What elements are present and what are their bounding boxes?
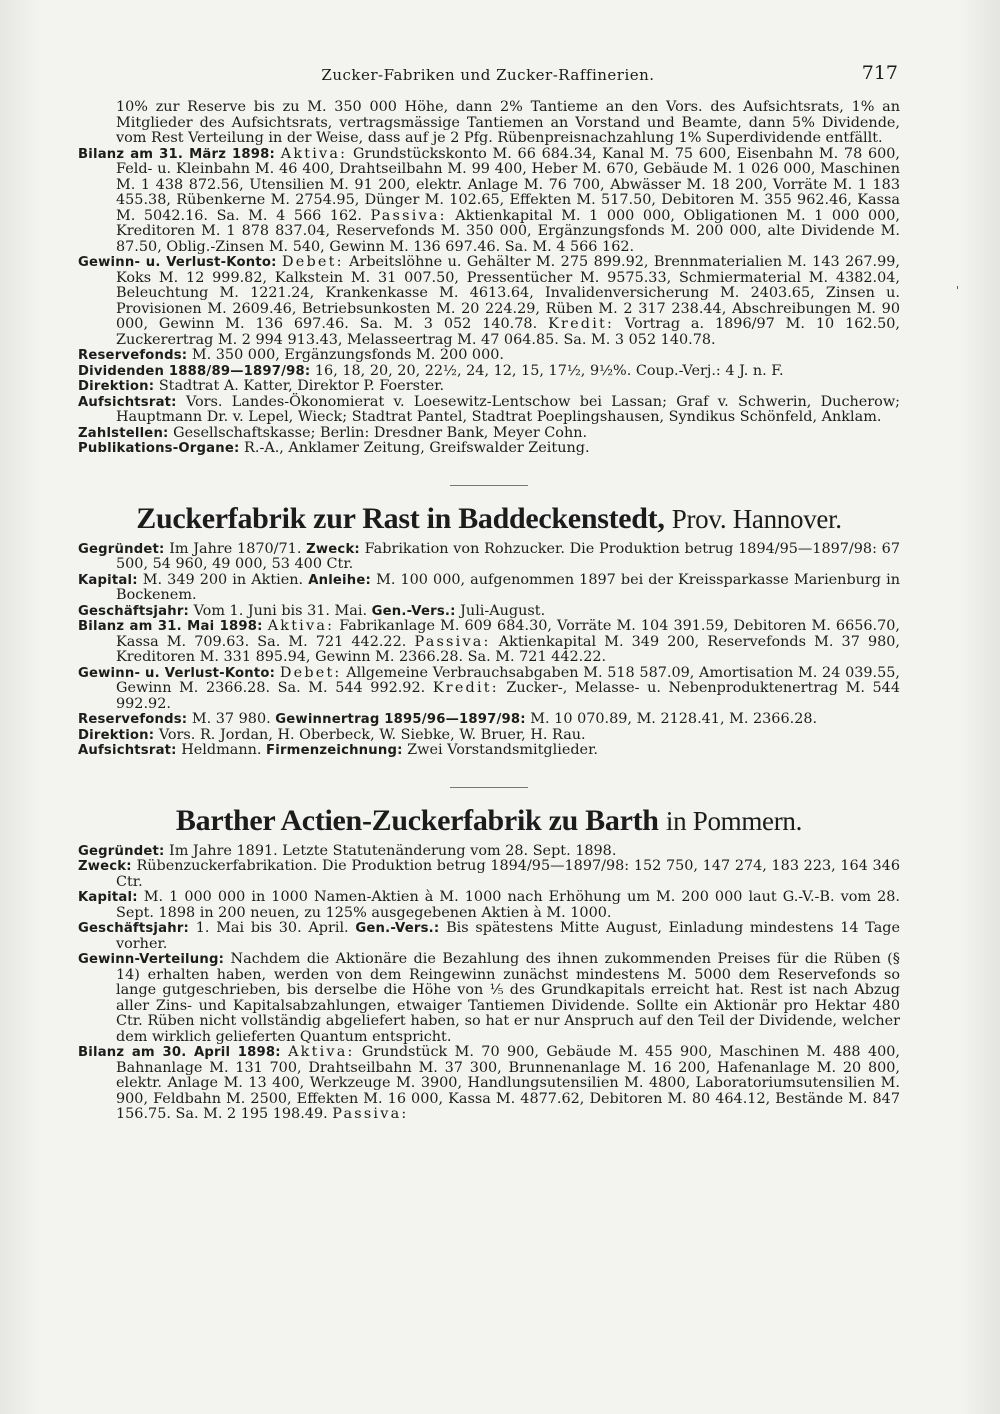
- reserve-fund: [78, 348, 900, 364]
- general-meeting-label: Gen.-Vers.:: [355, 921, 440, 936]
- fiscal-year-text: Vom 1. Juni bis 31. Mai.: [193, 602, 368, 619]
- signature-rule-label: Firmenzeichnung:: [266, 743, 403, 758]
- balance-sheet-label: Bilanz am 31. Mai 1898:: [78, 619, 263, 634]
- supervisory-board-label: Aufsichtsrat:: [78, 743, 177, 758]
- founded-text: Im Jahre 1870/71.: [169, 540, 302, 557]
- liabilities-label: Passiva:: [414, 633, 491, 650]
- credit-label: Kredit:: [432, 680, 499, 696]
- page-header: [78, 62, 898, 92]
- debit-text: Allgemeine Verbrauchsabgaben M. 518 587.09, Amortisation M. 24 039.55, Gewinn M. 2366.28. Sa. M. 544 992.92.: [116, 664, 901, 696]
- liabilities-text: Aktienkapital M. 349 200, Reservefonds M. 37 980, Kreditoren M. 331 895.94, Gewinn M. 2366.28. Sa. M. 721 442.22.: [116, 633, 901, 665]
- company-location: in Pommern.: [665, 805, 803, 836]
- debit-label: Debet:: [282, 254, 344, 270]
- company-title: [78, 804, 900, 838]
- section-anklam-continuation: [78, 100, 900, 457]
- profit-history-text: M. 10 070.89, M. 2128.41, M. 2366.28.: [530, 711, 818, 727]
- loan-label: Anleihe:: [308, 572, 371, 588]
- capital: [78, 890, 900, 921]
- assets-text: Grundstück M. 70 900, Gebäude M. 455 900, Maschinen M. 488 400, Bahnanlage M. 131 700, Drahtseilbahn M. 37 300, Brunnenanlage M. 16 200, Hafenanlage M. 20 800, elektr. Anlage M. 13 400, Werkzeuge M. 3900, Handlungsutensilien M. 4800, Laboratoriumsutensilien M. 900, Feldbahn M. 2500, Effekten M. 16 000, Kassa M. 4877.62, Debitoren M. 80 464.12, Bestände M. 847 156.75. Sa. M. 2 195 198.49.: [116, 1044, 900, 1122]
- company-location: Prov. Hannover.: [671, 503, 842, 534]
- capital-label: Kapital:: [78, 572, 138, 588]
- reserve-fund-text: M. 350 000, Ergänzungsfonds M. 200 000.: [191, 347, 504, 363]
- reserve-fund-label: Reservefonds:: [78, 348, 188, 363]
- profit-distribution: [78, 952, 900, 1045]
- paying-agents-label: Zahlstellen:: [78, 425, 169, 441]
- assets-label: Aktiva:: [267, 618, 335, 634]
- profit-loss-account: [78, 255, 900, 348]
- liabilities-label: Passiva:: [332, 1106, 409, 1122]
- management-text: Stadtrat A. Katter, Direktor P. Foerster.: [158, 378, 445, 394]
- debit-label: Debet:: [279, 664, 342, 681]
- reserve-fund-text: M. 37 980.: [191, 711, 271, 727]
- assets-text: Grundstückskonto M. 66 684.34, Kanal M. 75 600, Eisenbahn M. 78 600, Feld- u. Kleinbahn M. 46 400, Drahtseilbahn M. 99 400, Heber M. 670, Gebäude M. 1 026 000, Maschinen M. 1 438 872.56, Utensilien M. 91 200, elektr. Anlage M. 76 700, Abwässer M. 18 200, Vorräte M. 1 183 455.38, Rübenkerne M. 2754.95, Dünger M. 102.65, Effekten M. 517.50, Debitoren M. 355 962.46, Kassa M. 5042.16. Sa. M. 4 566 162.: [116, 145, 901, 224]
- supervisory-board: [78, 395, 900, 426]
- fiscal-year-label: Geschäftsjahr:: [78, 603, 189, 619]
- section-baddeckenstedt: [78, 502, 900, 759]
- profit-loss-label: Gewinn- u. Verlust-Konto:: [78, 255, 277, 270]
- fiscal-year-label: Geschäftsjahr:: [78, 921, 189, 936]
- supervisory-board-label: Aufsichtsrat:: [78, 394, 177, 410]
- capital-text: M. 1 000 000 in 1000 Namen-Aktien à M. 1000 nach Erhöhung um M. 200 000 laut G.-V.-B. vom 28. Sept. 1898 in 200 neuen, zu 125% ausgegebenen Aktien à M. 1000.: [116, 889, 901, 921]
- management-text: Vors. R. Jordan, H. Oberbeck, W. Siebke, W. Bruer, H. Rau.: [158, 726, 586, 743]
- supervisory-board: [78, 743, 900, 759]
- paying-agents: [78, 426, 900, 442]
- fiscal-year: [78, 604, 900, 620]
- capital-loan: [78, 573, 900, 604]
- capital-label: Kapital:: [78, 890, 138, 905]
- credit-text: Vortrag a. 1896/97 M. 10 162.50, Zuckerertrag M. 2 994 913.43, Melasseertrag M. 47 064.85. Sa. M. 3 052 140.78.: [116, 316, 900, 348]
- founded-purpose: [78, 542, 900, 573]
- supervisory-board-text: Heldmann.: [181, 742, 262, 758]
- purpose: [78, 859, 900, 890]
- assets-label: Aktiva:: [288, 1044, 355, 1060]
- fiscal-year-text: 1. Mai bis 30. April.: [195, 920, 349, 936]
- purpose-text: Fabrikation von Rohzucker. Die Produktion betrug 1894/95—1897/98: 67 500, 54 960, 49 000, 53 400 Ctr.: [116, 540, 900, 572]
- general-meeting-label: Gen.-Vers.:: [371, 603, 456, 619]
- company-title: [78, 502, 900, 536]
- purpose-label: Zweck:: [78, 859, 132, 874]
- founded-label: Gegründet:: [78, 843, 165, 859]
- publication-organs-text: R.-A., Anklamer Zeitung, Greifswalder Zeitung.: [244, 440, 590, 456]
- loan-text: M. 100 000, aufgenommen 1897 bei der Kreissparkasse Marienburg in Bockenem.: [116, 571, 900, 603]
- management: [78, 728, 900, 744]
- dividends: [78, 364, 900, 380]
- dividends-text: 16, 18, 20, 20, 22½, 24, 12, 15, 17½, 9½%. Coup.-Verj.: 4 J. n. F.: [314, 362, 784, 379]
- founded: [78, 844, 900, 860]
- management-label: Direktion:: [78, 379, 155, 394]
- publication-organs-label: Publikations-Organe:: [78, 441, 240, 456]
- reserve-fund-label: Reservefonds:: [78, 712, 188, 727]
- profit-distribution-text: 10% zur Reserve bis zu M. 350 000 Höhe, dann 2% Tantieme an den Vors. des Aufsichtsrats, 1% an Mitglieder des Aufsichtsrats, vertragsmässige Tantiemen an Vorstand und Beamte, dann 5% Dividende, vom Rest Verteilung in der Weise, dass auf je 2 Pfg. Rübenpreisnachzahlung 1% Superdividende entfällt.: [116, 99, 900, 146]
- balance-sheet: [78, 619, 900, 666]
- publication-organs: [78, 441, 900, 457]
- signature-rule-text: Zwei Vorstandsmitglieder.: [407, 742, 598, 758]
- debit-text: Arbeitslöhne u. Gehälter M. 275 899.92, Brennmaterialien M. 143 267.99, Koks M. 12 999.82, Kalkstein M. 31 007.50, Pressentücher M. 9575.33, Schmiermaterial M. 4382.04, Beleuchtung M. 1221.24, Krankenkasse M. 4613.64, Invalidenversicherung M. 2403.65, Zinsen u. Provisionen M. 2609.46, Betriebsunkosten M. 20 224.29, Rüben M. 2 317 238.44, Abschreibungen M. 90 000, Gewinn M. 136 697.46. Sa. M. 3 052 140.78.: [116, 254, 901, 332]
- company-name: Barther Actien-Zuckerfabrik zu Barth: [175, 803, 659, 837]
- management: [78, 379, 900, 395]
- assets-label: Aktiva:: [280, 145, 348, 162]
- general-meeting-text: Juli-August.: [460, 602, 546, 619]
- margin-mark: ': [956, 284, 960, 297]
- balance-sheet-label: Bilanz am 30. April 1898:: [78, 1045, 281, 1060]
- general-meeting-text: Bis spätestens Mitte August, Einladung mindestens 14 Tage vorher.: [116, 920, 901, 952]
- page-number: 717: [861, 62, 898, 84]
- page-content: [78, 100, 900, 1123]
- profit-loss-account: [78, 666, 900, 713]
- credit-label: Kredit:: [548, 316, 615, 332]
- section-divider: [450, 485, 528, 486]
- paying-agents-text: Gesellschaftskasse; Berlin: Dresdner Bank, Meyer Cohn.: [173, 424, 588, 441]
- profit-distribution-text: Nachdem die Aktionäre die Bezahlung des ihnen zukommenden Preises für die Rüben (§ 14) erhalten haben, werden von dem Reingewinn zunächst mindestens M. 5000 dem Reservefonds so lange gutgeschrieben, bis derselbe die Höhe von ⅕ des Grundkapitals erreicht hat. Rest ist nach Abzug aller Zins- und Kapitalsabzahlungen, etwaiger Tantiemen Dividende. Sollte ein Aktionär pro Hektar 480 Ctr. Rüben nicht vollständig abgeliefert haben, so hat er nur Anspruch auf den Teil der Dividende, welcher dem wirklich gelieferten Quantum entspricht.: [116, 951, 900, 1045]
- balance-sheet: [78, 147, 900, 256]
- credit-text: Zucker-, Melasse- u. Nebenproduktenertrag M. 544 992.92.: [116, 680, 900, 712]
- supervisory-board-text: Vors. Landes-Ökonomierat v. Loesewitz-Lentschow bei Lassan; Graf v. Schwerin, Ducherow; Hauptmann Dr. v. Lepel, Wieck; Stadtrat Pantel, Stadtrat Poeplingshausen, Syndikus Schönfeld, Anklam.: [116, 393, 900, 425]
- company-name: Zuckerfabrik zur Rast in Baddeckenstedt,: [136, 501, 665, 535]
- management-label: Direktion:: [78, 727, 155, 743]
- profit-distribution-label: Gewinn-Verteilung:: [78, 952, 225, 967]
- balance-sheet-label: Bilanz am 31. März 1898:: [78, 146, 276, 162]
- founded-label: Gegründet:: [78, 541, 165, 557]
- section-barth: [78, 804, 900, 1123]
- reserve-fund: [78, 712, 900, 728]
- purpose-text: Rübenzuckerfabrikation. Die Produktion betrug 1894/95—1897/98: 152 750, 147 274, 183 223, 164 346 Ctr.: [116, 858, 900, 890]
- profit-history-label: Gewinnertrag 1895/96—1897/98:: [275, 712, 526, 727]
- founded-text: Im Jahre 1891. Letzte Statutenänderung vom 28. Sept. 1898.: [169, 842, 617, 859]
- purpose-label: Zweck:: [306, 541, 360, 557]
- profit-loss-label: Gewinn- u. Verlust-Konto:: [78, 665, 276, 681]
- liabilities-text: Aktienkapital M. 1 000 000, Obligationen M. 1 000 000, Kreditoren M. 1 878 837.04, Reservefonds M. 350 000, Ergänzungsfonds M. 200 000, alte Dividende M. 87.50, Oblig.-Zinsen M. 540, Gewinn M. 136 697.46. Sa. M. 4 566 162.: [116, 207, 900, 255]
- running-head: Zucker-Fabriken und Zucker-Raffinerien.: [321, 66, 655, 84]
- capital-text: M. 349 200 in Aktien.: [142, 571, 304, 588]
- section-divider: [450, 787, 528, 788]
- liabilities-label: Passiva:: [370, 207, 447, 224]
- assets-text: Fabrikanlage M. 609 684.30, Vorräte M. 104 391.59, Debitoren M. 6656.70, Kassa M. 709.63. Sa. M. 721 442.22.: [116, 618, 901, 650]
- fiscal-year: [78, 921, 900, 952]
- dividends-label: Dividenden 1888/89—1897/98:: [78, 363, 311, 379]
- balance-sheet: [78, 1045, 900, 1123]
